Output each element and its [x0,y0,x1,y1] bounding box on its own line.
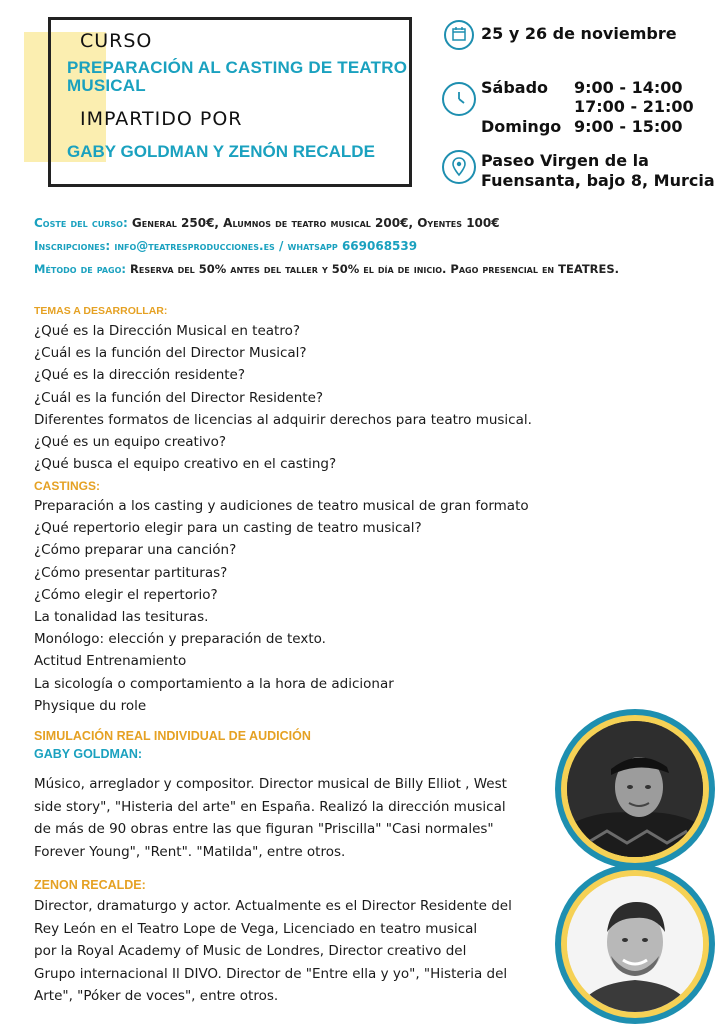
simulation-label: SIMULACIÓN REAL INDIVIDUAL DE AUDICIÓN [34,729,311,743]
list-item: ¿Cómo preparar una canción? [34,542,237,559]
list-item: ¿Cómo elegir el repertorio? [34,586,218,603]
bio-line: por la Royal Academy of Music de Londres, Director creativo del [34,943,467,959]
zenon-portrait [555,864,715,1024]
bio-line: Músico, arreglador y compositor. Director musical de Billy Elliot , West [34,776,507,792]
schedule-sunday-day: Domingo [481,117,562,136]
gaby-name: GABY GOLDMAN: [34,747,143,761]
inscription-line [34,239,417,253]
zenon-name: ZENON RECALDE: [34,878,146,892]
header-impartido: IMPARTIDO POR [80,108,243,130]
schedule-sunday-time: 9:00 - 15:00 [574,117,683,136]
cost-label: Coste del curso: [34,216,128,230]
bio-line: Grupo internacional Il DIVO. Director de "Entre ella y yo", "Histeria del [34,965,508,982]
bio-line: de más de 90 obras entre las que figuran "Priscilla" "Casi normales" [34,821,494,837]
list-item: La tonalidad las tesituras. [34,609,209,626]
course-dates: 25 y 26 de noviembre [481,24,677,43]
list-item: ¿Qué es un equipo creativo? [34,434,226,451]
castings-label: CASTINGS: [34,479,100,493]
zenon-photo-icon [567,876,703,1012]
list-item: ¿Qué es la dirección residente? [34,367,246,384]
schedule-saturday-morning: 9:00 - 14:00 [574,78,683,97]
schedule-saturday-day: Sábado [481,78,549,97]
list-item: ¿Qué repertorio elegir para un casting de teatro musical? [34,520,422,537]
list-item: ¿Qué busca el equipo creativo en el casting? [34,456,337,473]
location-pin-icon [442,150,476,184]
location-line1: Paseo Virgen de la [481,151,649,170]
cost-line [34,216,500,230]
bio-line: Director, dramaturgo y actor. Actualmente es el Director Residente del [34,898,512,914]
list-item: ¿Cómo presentar partituras? [34,564,228,581]
gaby-bio [34,773,507,863]
bio-line: Forever Young", "Rent". "Matilda", entre otros. [34,843,346,860]
header-curso: CURSO [80,30,153,52]
list-item: ¿Cuál es la función del Director Musical? [34,345,307,362]
payment-line [34,262,619,276]
list-item: Actitud Entrenamiento [34,653,187,670]
list-item: ¿Cuál es la función del Director Residente? [34,389,324,406]
location-line2: Fuensanta, bajo 8, Murcia [481,171,715,190]
zenon-bio [34,895,512,1008]
list-item: ¿Qué es la Dirección Musical en teatro? [34,323,301,339]
course-name: PREPARACIÓN AL CASTING DE TEATRO MUSICAL [67,58,408,95]
header-teachers: GABY GOLDMAN Y ZENÓN RECALDE [67,142,375,161]
cost-value: General 250€, Alumnos de teatro musical 200€, Oyentes 100€ [127,216,500,230]
calendar-icon [444,20,474,50]
bio-line: side story", "Histeria del arte" en España. Realizó la dirección musical [34,798,506,815]
gaby-photo-icon [567,721,703,857]
list-item: La sicología o comportamiento a la hora de adicionar [34,675,394,692]
bio-line: Arte", "Póker de voces", entre otros. [34,988,279,1004]
gaby-portrait [555,709,715,869]
list-item: Monólogo: elección y preparación de texto. [34,631,326,648]
list-item: Preparación a los casting y audiciones de teatro musical de gran formato [34,498,529,514]
bio-line: Rey León en el Teatro Lope de Vega, Licenciado en teatro musical [34,920,478,937]
inscription-label: Inscripciones: [34,239,111,253]
clock-icon [442,82,476,116]
castings-list [34,495,529,717]
inscription-value: info@teatresproducciones.es / whatsapp 669068539 [110,239,418,253]
payment-label: Método de pago: [34,262,127,276]
list-item: Diferentes formatos de licencias al adquirir derechos para teatro musical. [34,411,532,428]
list-item: Physique du role [34,697,147,714]
schedule-saturday-afternoon: 17:00 - 21:00 [574,97,694,116]
payment-value: Reserva del 50% antes del taller y 50% el día de inicio. Pago presencial en TEATRES. [126,262,620,276]
topics-label: TEMAS A DESARROLLAR: [34,305,168,317]
topics-list [34,320,532,475]
